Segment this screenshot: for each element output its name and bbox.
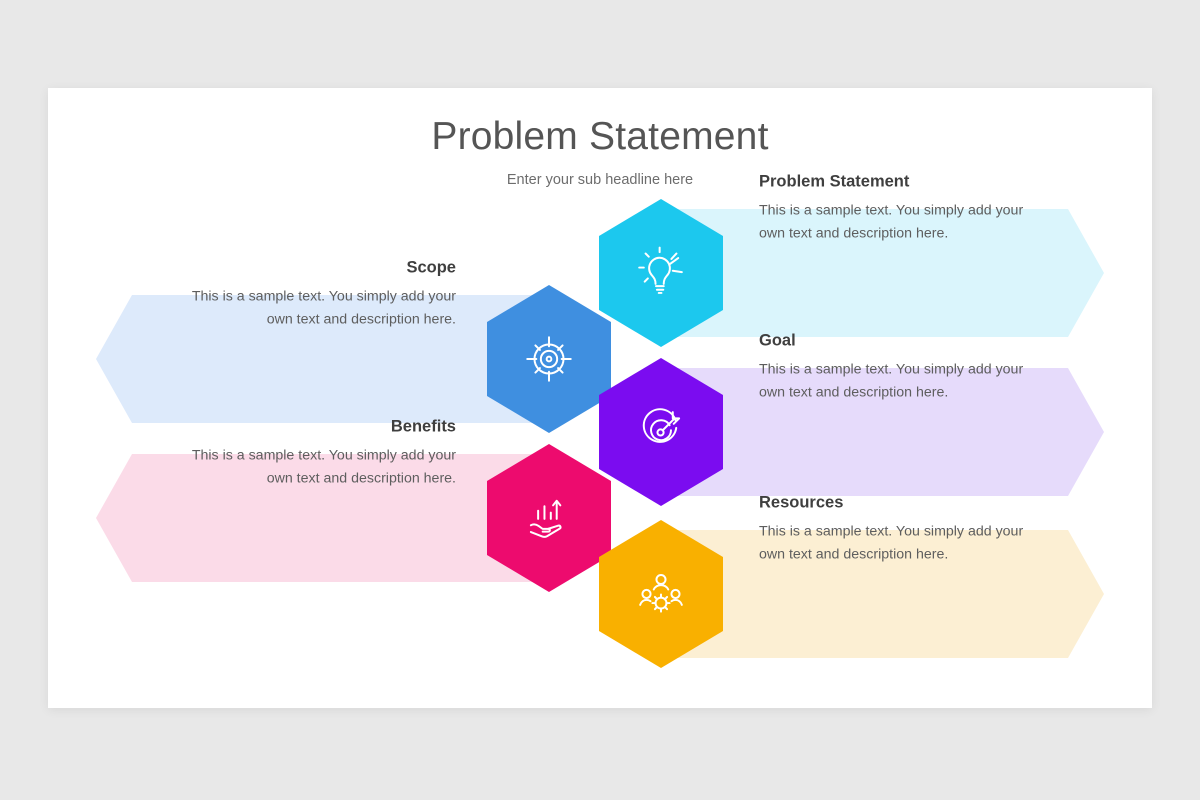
- item-title-goal: Goal: [759, 331, 796, 350]
- target-arrow-icon: [632, 403, 690, 461]
- banner-text-problem-statement: [759, 173, 1039, 246]
- item-body-goal: This is a sample text. You simply add your own text and description here.: [759, 361, 1024, 401]
- hand-growth-chart-icon: [520, 489, 578, 547]
- banner-text-scope: [166, 259, 456, 332]
- banner-text-benefits: [166, 418, 456, 491]
- target-crosshair-icon: [520, 330, 578, 388]
- lightbulb-idea-icon: [632, 244, 690, 302]
- page-subtitle: Enter your sub headline here: [506, 172, 694, 188]
- item-body-benefits: This is a sample text. You simply add your own text and description here.: [191, 447, 456, 487]
- item-body-resources: This is a sample text. You simply add your own text and description here.: [759, 523, 1024, 563]
- item-body-problem-statement: This is a sample text. You simply add your own text and description here.: [759, 202, 1024, 242]
- item-body-scope: This is a sample text. You simply add your own text and description here.: [191, 288, 456, 328]
- item-title-resources: Resources: [759, 493, 844, 512]
- item-title-benefits: Benefits: [390, 417, 456, 436]
- item-title-scope: Scope: [406, 258, 456, 277]
- item-title-problem-statement: Problem Statement: [759, 172, 910, 191]
- banner-text-resources: [759, 494, 1039, 567]
- page-title: Problem Statement: [431, 115, 769, 158]
- slide-canvas: [48, 88, 1152, 708]
- people-gear-icon: [632, 565, 690, 623]
- banner-text-goal: [759, 332, 1039, 405]
